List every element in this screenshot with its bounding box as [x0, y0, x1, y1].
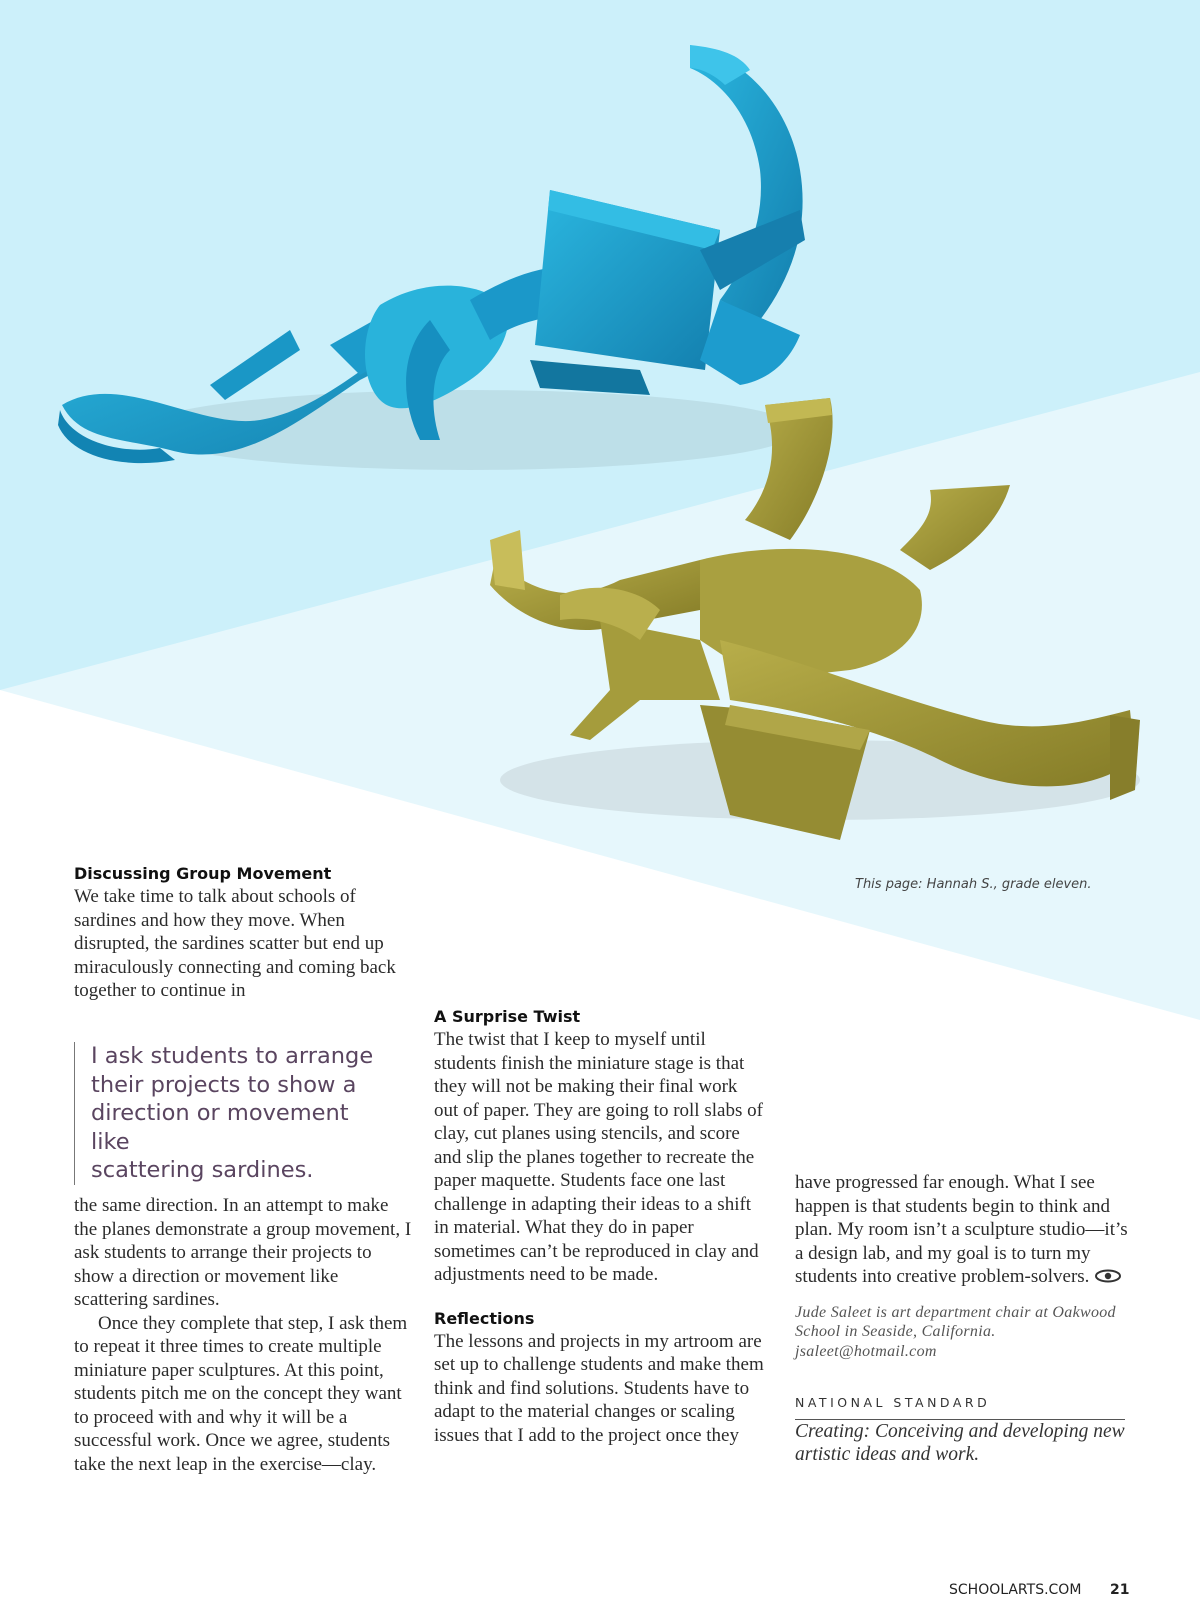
standard-box — [795, 1391, 1130, 1467]
column-1 — [74, 863, 414, 1003]
page-number: 21 — [1110, 1582, 1130, 1598]
section-heading-group-movement: Discussing Group Movement — [74, 864, 332, 883]
pull-quote-line: scattering sardines. — [91, 1157, 314, 1183]
body-paragraph: We take time to talk about schools of sardines and how they move. When disrupted, the sardines scatter but end up miraculously connecting and coming back together to continue in — [74, 886, 396, 1001]
body-paragraph: The twist that I keep to myself until students finish the miniature stage is that they will not be making their final work out of paper. They are going to roll slabs of clay, cut planes using stencils, and score and slip the planes together to recreate the paper maquette. Students face one last challenge in adapting their ideas to a shift in material. What they do in paper sometimes can’t be reproduced in clay and adjustments need to be made. — [434, 1029, 763, 1285]
standard-text: Creating: Conceiving and developing new artistic ideas and work. — [795, 1420, 1125, 1465]
body-paragraph: the same direction. In an attempt to make the planes demonstrate a group movement, I ask students to arrange their projects to show a direction or movement like scattering sardines. — [74, 1195, 412, 1310]
column-1-continued — [74, 1194, 414, 1476]
section-heading-reflections: Reflections — [434, 1308, 535, 1328]
body-paragraph: have progressed far enough. What I see happen is that students begin to think and plan. My room isn’t a sculpture studio—it’s a design lab, and my goal is to turn my students into creative problem-solvers. — [795, 1172, 1128, 1287]
pull-quote-line: their projects to show a — [91, 1071, 357, 1098]
body-paragraph: The lessons and projects in my artroom are set up to challenge students and make them think and find solutions. Students have to adapt to the material changes or scaling issues that I add to the project once they — [434, 1330, 764, 1446]
body-paragraph: Once they complete that step, I ask them to repeat it three times to create multiple miniature paper sculptures. At this point, students pitch me on the concept they want to proceed with and why it will be a successful work. Once we agree, students take the next leap in the exercise—clay. — [74, 1312, 408, 1475]
standard-label: NATIONAL STANDARD — [795, 1391, 1125, 1420]
column-2 — [434, 1006, 764, 1447]
photo-caption: This page: Hannah S., grade eleven. — [855, 877, 1092, 892]
pull-quote-line: I ask students to arrange — [91, 1043, 374, 1069]
blue-clay-sculpture — [58, 45, 805, 470]
footer-site: SCHOOLARTS.COM — [949, 1582, 1082, 1598]
column-3 — [795, 1171, 1130, 1467]
pull-quote — [74, 1042, 391, 1185]
section-heading-surprise-twist: A Surprise Twist — [434, 1007, 581, 1026]
author-bio: Jude Saleet is art department chair at Oakwood School in Seaside, California. jsaleet@hotmail.com — [795, 1303, 1116, 1360]
pull-quote-line: direction or movement like — [91, 1100, 349, 1155]
eye-logo-icon — [1094, 1269, 1122, 1283]
